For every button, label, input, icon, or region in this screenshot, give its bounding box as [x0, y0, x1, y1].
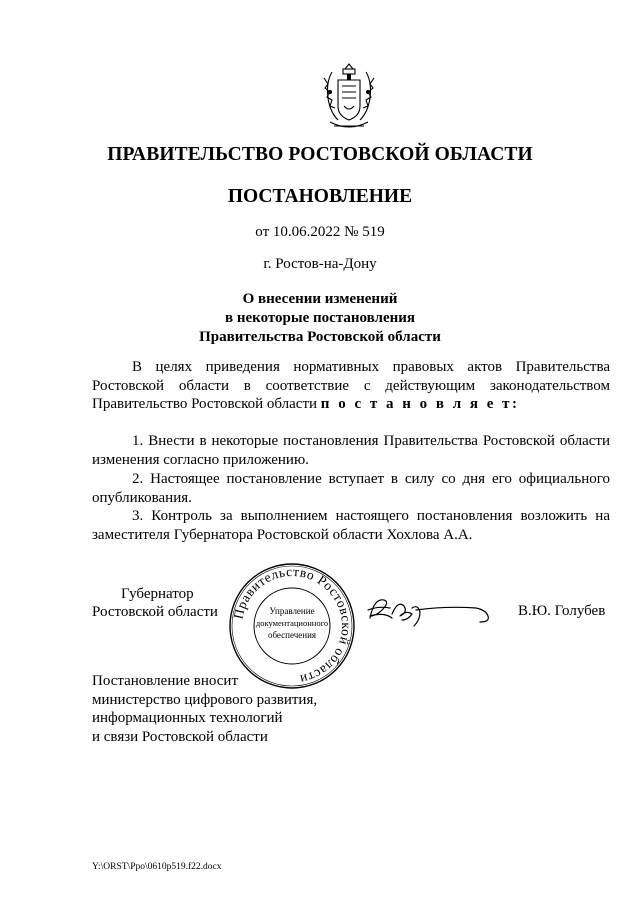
document-date-number: от 10.06.2022 № 519 — [255, 224, 385, 240]
introducer-line: информационных технологий — [92, 710, 283, 726]
introducer-line: Постановление вносит — [92, 673, 239, 689]
seal-inner-text: обеспечения — [267, 630, 317, 640]
seal-inner-text: Управление — [269, 606, 315, 616]
signer-name: В.Ю. Голубев — [518, 603, 606, 619]
subject-line: О внесении изменений — [242, 291, 398, 307]
coat-of-arms-emblem — [318, 62, 380, 132]
decree-item: 3. Контроль за выполнением настоящего постановления возложить на заместителя Губернатора Ростовской области Хохлова А.А. — [92, 508, 610, 543]
government-title: ПРАВИТЕЛЬСТВО РОСТОВСКОЙ ОБЛАСТИ — [107, 144, 533, 165]
introducer-block — [92, 672, 317, 746]
subject-line: в некоторые постановления — [224, 310, 416, 326]
decree-item: 1. Внести в некоторые постановления Правительства Ростовской области изменения согласно приложению. — [92, 433, 610, 468]
document-subject — [0, 290, 640, 347]
seal-inner-text: документационного — [255, 618, 329, 628]
preamble-text: В целях приведения нормативных правовых актов Правительства Ростовской области в соответствие с действующим законодательством Правительство Ростовской области — [92, 359, 610, 412]
introducer-line: и связи Ростовской области — [92, 728, 268, 745]
signer-role-line: Губернатор — [121, 586, 194, 602]
handwritten-signature — [362, 588, 492, 632]
document-city: г. Ростов-на-Дону — [263, 256, 377, 272]
document-type-title: ПОСТАНОВЛЕНИЕ — [227, 186, 413, 207]
preamble-paragraph — [92, 358, 610, 414]
signer-role-line: Ростовской области — [92, 604, 218, 620]
seal-outer-text: Правительство Ростовской области — [230, 563, 355, 688]
introducer-line: министерство цифрового развития, — [92, 691, 318, 708]
subject-line: Правительства Ростовской области — [199, 329, 441, 345]
official-seal-stamp — [228, 562, 356, 690]
signer-role — [92, 585, 218, 621]
decree-item: 2. Настоящее постановление вступает в силу со дня его официального опубликования. — [92, 471, 610, 506]
footer-file-path: Y:\ORST\Ppo\0610p519.f22.docx — [92, 862, 222, 872]
decree-word: п о с т а н о в л я е т: — [320, 396, 520, 412]
